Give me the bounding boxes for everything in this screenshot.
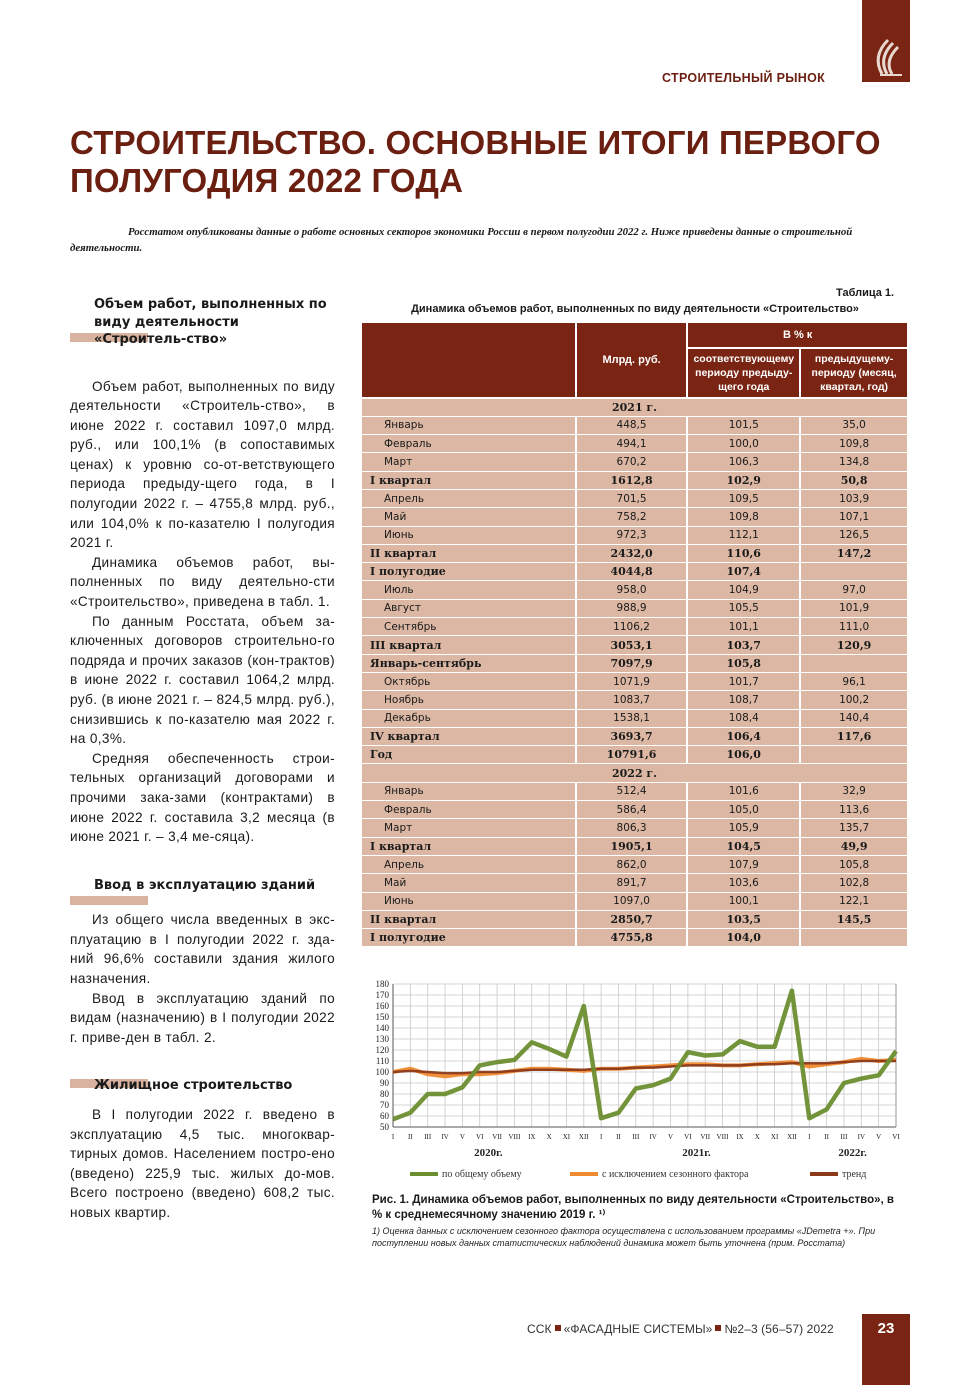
yoy-cell: 105,8 <box>687 654 800 672</box>
prev-cell: 35,0 <box>800 416 908 434</box>
table-row <box>361 618 908 636</box>
title-line-2: ПОЛУГОДИЯ 2022 ГОДА <box>70 162 464 199</box>
row-label: Сентябрь <box>361 618 576 636</box>
year-label: 2021 г. <box>361 398 908 416</box>
series-line <box>393 991 896 1120</box>
prev-cell: 96,1 <box>800 672 908 690</box>
header-prev-period: предыдущему-периоду (месяц, квартал, год) <box>800 348 908 398</box>
table-row <box>361 599 908 617</box>
prev-cell: 32,9 <box>800 782 908 800</box>
row-label: Июль <box>361 581 576 599</box>
table-row <box>361 416 908 434</box>
table-row <box>361 855 908 873</box>
x-tick-label: II <box>824 1133 829 1141</box>
heading-accent-bar <box>70 896 148 905</box>
x-tick-label: IV <box>857 1133 866 1141</box>
x-tick-label: VI <box>476 1133 484 1141</box>
value-cell: 1071,9 <box>576 672 687 690</box>
yoy-cell: 102,9 <box>687 471 800 489</box>
lead-paragraph: Росстатом опубликованы данные о работе основных секторов экономики России в первом полугодии 2022 г. Ниже приведены данные о строительной деятельности. <box>70 226 853 254</box>
x-tick-label: IV <box>649 1133 657 1141</box>
x-tick-label: IV <box>441 1133 449 1141</box>
brand-strip <box>862 0 910 82</box>
prev-cell: 111,0 <box>800 618 908 636</box>
yoy-cell: 104,5 <box>687 837 800 855</box>
x-tick-label: XI <box>562 1133 571 1141</box>
yoy-cell: 106,4 <box>687 727 800 745</box>
x-tick-label: II <box>616 1133 621 1141</box>
value-cell: 1905,1 <box>576 837 687 855</box>
year-label: 2020г. <box>474 1147 503 1159</box>
prev-cell <box>800 563 908 581</box>
value-cell: 701,5 <box>576 489 687 507</box>
prev-cell: 50,8 <box>800 471 908 489</box>
header-value: Млрд. руб. <box>576 322 687 398</box>
row-label: I квартал <box>361 837 576 855</box>
x-tick-label: XII <box>787 1133 797 1141</box>
yoy-cell: 100,1 <box>687 892 800 910</box>
row-label: Январь <box>361 416 576 434</box>
value-cell: 1612,8 <box>576 471 687 489</box>
x-tick-label: X <box>754 1133 760 1141</box>
table-row <box>361 929 908 947</box>
chart-svg <box>362 978 910 1188</box>
table-row <box>361 508 908 526</box>
x-tick-label: XII <box>578 1133 589 1141</box>
prev-cell: 120,9 <box>800 636 908 654</box>
table-row <box>361 581 908 599</box>
prev-cell: 103,9 <box>800 489 908 507</box>
x-tick-label: X <box>546 1133 552 1141</box>
yoy-cell: 105,5 <box>687 599 800 617</box>
page-title <box>70 124 910 200</box>
value-cell: 988,9 <box>576 599 687 617</box>
table-row <box>361 563 908 581</box>
y-tick-label: 90 <box>380 1078 389 1088</box>
y-tick-label: 180 <box>375 979 389 989</box>
prev-cell: 49,9 <box>800 837 908 855</box>
prev-cell: 101,9 <box>800 599 908 617</box>
section-heading-housing: Жилищное строительство <box>70 1077 335 1095</box>
value-cell: 2850,7 <box>576 910 687 928</box>
table-row <box>361 526 908 544</box>
table-number: Таблица 1. <box>836 287 895 299</box>
paragraph: Ввод в эксплуатацию зданий по видам (назначению) в I полугодии 2022 г. приве-ден в табл. 2. <box>70 990 335 1045</box>
table-row <box>361 782 908 800</box>
value-cell: 4755,8 <box>576 929 687 947</box>
table-row <box>361 819 908 837</box>
section-heading-commissioning: Ввод в эксплуатацию зданий <box>70 877 335 895</box>
prev-cell <box>800 746 908 764</box>
value-cell: 448,5 <box>576 416 687 434</box>
construction-volume-table <box>360 321 909 947</box>
yoy-cell: 108,4 <box>687 709 800 727</box>
arc-stripes-logo-icon <box>868 34 904 78</box>
yoy-cell: 103,6 <box>687 874 800 892</box>
table-row <box>361 471 908 489</box>
figure-footnote: 1) Оценка данных с исключением сезонного фактора осуществлена с использованием программы «JDemetra +». При поступлении новых данных статистических наблюдений динамика может быть уточнена (прим. Росстата) <box>372 1226 876 1248</box>
publication-info: ССК «ФАСАДНЫЕ СИСТЕМЫ» №2–3 (56–57) 2022 <box>527 1322 834 1336</box>
prev-cell <box>800 654 908 672</box>
value-cell: 806,3 <box>576 819 687 837</box>
prev-cell: 147,2 <box>800 544 908 562</box>
value-cell: 972,3 <box>576 526 687 544</box>
value-cell: 7097,9 <box>576 654 687 672</box>
table-year-row <box>361 398 908 416</box>
x-tick-label: VI <box>892 1133 900 1141</box>
value-cell: 958,0 <box>576 581 687 599</box>
row-label: Октябрь <box>361 672 576 690</box>
table-row <box>361 874 908 892</box>
yoy-cell: 107,9 <box>687 855 800 873</box>
value-cell: 862,0 <box>576 855 687 873</box>
prev-cell: 140,4 <box>800 709 908 727</box>
value-cell: 1538,1 <box>576 709 687 727</box>
yoy-cell: 101,5 <box>687 416 800 434</box>
paragraph: По данным Росстата, объем за-ключенных договоров строительно-го подряда и прочих заказов (кон-трактов) в июне 2022 г. составил 1064,2 млрд. руб. (в июне 2021 г. – 824,5 млрд. руб.), снизившись к по-казателю мая 2022 г. на 0,3%. <box>70 613 335 747</box>
value-cell: 1083,7 <box>576 691 687 709</box>
prev-cell: 135,7 <box>800 819 908 837</box>
x-tick-label: VIII <box>716 1133 729 1141</box>
value-cell: 512,4 <box>576 782 687 800</box>
prev-cell: 97,0 <box>800 581 908 599</box>
value-cell: 3693,7 <box>576 727 687 745</box>
row-label: Март <box>361 453 576 471</box>
y-tick-label: 80 <box>380 1089 389 1099</box>
legend-label: по общему объему <box>442 1169 522 1180</box>
x-tick-label: V <box>667 1133 674 1141</box>
x-tick-label: II <box>408 1133 413 1141</box>
page-number-box <box>862 1314 910 1385</box>
row-label: I квартал <box>361 471 576 489</box>
table-row <box>361 435 908 453</box>
square-bullet-icon <box>555 1325 561 1331</box>
yoy-cell: 100,0 <box>687 435 800 453</box>
table-row <box>361 727 908 745</box>
section-heading-work-volume: Объем работ, выполненных по виду деятельности «Строитель-ство» <box>70 296 335 349</box>
yoy-cell: 105,0 <box>687 801 800 819</box>
x-tick-label: V <box>459 1133 465 1141</box>
row-label: Декабрь <box>361 709 576 727</box>
prev-cell: 117,6 <box>800 727 908 745</box>
x-tick-label: VI <box>684 1133 692 1141</box>
x-tick-label: III <box>632 1133 640 1141</box>
row-label: II квартал <box>361 910 576 928</box>
yoy-cell: 109,5 <box>687 489 800 507</box>
table-body <box>361 398 908 947</box>
row-label: Январь <box>361 782 576 800</box>
table-row <box>361 837 908 855</box>
paragraph: Из общего числа введенных в экс-плуатацию в I полугодии 2022 г. зда-ний 96,6% составили здания жилого назначения. <box>70 912 335 987</box>
table-year-row <box>361 764 908 782</box>
row-label: Июнь <box>361 526 576 544</box>
yoy-cell: 105,9 <box>687 819 800 837</box>
row-label: I полугодие <box>361 929 576 947</box>
table-row <box>361 654 908 672</box>
paragraph: Динамика объемов работ, вы-полненных по виду деятельно-сти «Строительство», приведена в табл. 1. <box>70 554 335 610</box>
row-label: Январь-сентябрь <box>361 654 576 672</box>
legend-label: с исключением сезонного фактора <box>602 1169 749 1180</box>
left-column <box>70 296 335 1222</box>
value-cell: 586,4 <box>576 801 687 819</box>
table-row <box>361 489 908 507</box>
header-group-percent: В % к <box>687 322 908 348</box>
row-label: IV квартал <box>361 727 576 745</box>
prev-cell: 134,8 <box>800 453 908 471</box>
paragraph: Средняя обеспеченность строи-тельных организаций договорами и прочими зака-зами (контрактами) в июне 2022 г. составила 3,2 месяца (в июне 2021 г. – 3,4 ме-сяца). <box>70 750 335 845</box>
y-tick-label: 140 <box>375 1023 389 1033</box>
paragraph: В I полугодии 2022 г. введено в эксплуатацию 4,5 тыс. многоквар-тирных домов. Населением постро-ено (введено) 225,9 тыс. жилых до-мов. Всего построено (введено) 608,2 тыс. новых квартир. <box>70 1106 335 1220</box>
yoy-cell: 103,5 <box>687 910 800 928</box>
row-label: Май <box>361 508 576 526</box>
y-tick-label: 110 <box>375 1056 389 1066</box>
yoy-cell: 108,7 <box>687 691 800 709</box>
prev-cell: 113,6 <box>800 801 908 819</box>
section-label: СТРОИТЕЛЬНЫЙ РЫНОК <box>662 71 826 85</box>
y-tick-label: 70 <box>380 1100 389 1110</box>
y-tick-label: 60 <box>380 1111 389 1121</box>
value-cell: 494,1 <box>576 435 687 453</box>
value-cell: 1097,0 <box>576 892 687 910</box>
y-tick-label: 130 <box>375 1034 389 1044</box>
row-label: Август <box>361 599 576 617</box>
x-tick-label: IX <box>736 1133 744 1141</box>
x-tick-label: I <box>599 1133 603 1141</box>
y-tick-label: 120 <box>375 1045 389 1055</box>
prev-cell: 102,8 <box>800 874 908 892</box>
x-tick-label: VII <box>700 1133 711 1141</box>
year-label: 2022 г. <box>361 764 908 782</box>
yoy-cell: 110,6 <box>687 544 800 562</box>
yoy-cell: 109,8 <box>687 508 800 526</box>
table-row <box>361 801 908 819</box>
row-label: Июнь <box>361 892 576 910</box>
y-tick-label: 100 <box>375 1067 389 1077</box>
yoy-cell: 106,3 <box>687 453 800 471</box>
x-tick-label: I <box>391 1133 395 1141</box>
yoy-cell: 101,6 <box>687 782 800 800</box>
value-cell: 1106,2 <box>576 618 687 636</box>
table-row <box>361 691 908 709</box>
y-tick-label: 170 <box>375 990 389 1000</box>
table-row <box>361 709 908 727</box>
prev-cell: 107,1 <box>800 508 908 526</box>
row-label: I полугодие <box>361 563 576 581</box>
value-cell: 3053,1 <box>576 636 687 654</box>
row-label: Февраль <box>361 801 576 819</box>
row-label: Апрель <box>361 489 576 507</box>
row-label: Апрель <box>361 855 576 873</box>
x-tick-label: V <box>876 1133 882 1141</box>
year-label: 2021г. <box>682 1147 711 1159</box>
yoy-cell: 101,1 <box>687 618 800 636</box>
x-tick-label: VIII <box>508 1133 521 1141</box>
x-tick-label: III <box>840 1133 848 1141</box>
prev-cell: 126,5 <box>800 526 908 544</box>
value-cell: 4044,8 <box>576 563 687 581</box>
row-label: Май <box>361 874 576 892</box>
value-cell: 670,2 <box>576 453 687 471</box>
x-tick-label: IX <box>528 1133 536 1141</box>
line-chart <box>362 978 910 1188</box>
paragraph: Объем работ, выполненных по виду деятельности «Строитель-ство», в июне 2022 г. составил 1097,0 млрд. руб., или 100,1% (в сопоставимых ценах) к уровню со-от-ветствующего периода предыду-щего года, в I полугодии 2022 г. – 4755,8 млрд. руб., или 104,0% к по-казателю I полугодия 2021 г. <box>70 378 335 551</box>
prev-cell: 105,8 <box>800 855 908 873</box>
value-cell: 891,7 <box>576 874 687 892</box>
y-tick-label: 50 <box>380 1122 389 1132</box>
table-row <box>361 544 908 562</box>
header-same-period: соответствующему периоду предыду-щего года <box>687 348 800 398</box>
row-label: Март <box>361 819 576 837</box>
table-row <box>361 910 908 928</box>
yoy-cell: 104,0 <box>687 929 800 947</box>
y-tick-label: 160 <box>375 1001 389 1011</box>
table-row <box>361 672 908 690</box>
square-bullet-icon <box>715 1325 721 1331</box>
table-row <box>361 746 908 764</box>
table-row <box>361 892 908 910</box>
table-caption: Динамика объемов работ, выполненных по виду деятельности «Строительство» <box>411 303 859 315</box>
yoy-cell: 101,7 <box>687 672 800 690</box>
legend-label: тренд <box>842 1169 867 1180</box>
prev-cell <box>800 929 908 947</box>
prev-cell: 122,1 <box>800 892 908 910</box>
title-line-1: СТРОИТЕЛЬСТВО. ОСНОВНЫЕ ИТОГИ ПЕРВОГО <box>70 124 881 161</box>
row-label: II квартал <box>361 544 576 562</box>
figure-caption: Рис. 1. Динамика объемов работ, выполненных по виду деятельности «Строительство», в % к среднемесячному значению 2019 г. ¹⁾ <box>372 1194 894 1221</box>
yoy-cell: 107,4 <box>687 563 800 581</box>
value-cell: 758,2 <box>576 508 687 526</box>
x-tick-label: XI <box>770 1133 779 1141</box>
value-cell: 10791,6 <box>576 746 687 764</box>
prev-cell: 100,2 <box>800 691 908 709</box>
row-label: Ноябрь <box>361 691 576 709</box>
page-number: 23 <box>877 1320 895 1337</box>
yoy-cell: 106,0 <box>687 746 800 764</box>
table-row <box>361 636 908 654</box>
yoy-cell: 103,7 <box>687 636 800 654</box>
row-label: Год <box>361 746 576 764</box>
x-tick-label: I <box>808 1133 811 1141</box>
value-cell: 2432,0 <box>576 544 687 562</box>
x-tick-label: VII <box>492 1133 502 1141</box>
table-row <box>361 453 908 471</box>
yoy-cell: 104,9 <box>687 581 800 599</box>
year-label: 2022г. <box>838 1147 867 1159</box>
prev-cell: 109,8 <box>800 435 908 453</box>
header-empty <box>361 322 576 398</box>
row-label: Февраль <box>361 435 576 453</box>
yoy-cell: 112,1 <box>687 526 800 544</box>
row-label: III квартал <box>361 636 576 654</box>
x-tick-label: III <box>424 1133 432 1141</box>
y-tick-label: 150 <box>375 1012 389 1022</box>
prev-cell: 145,5 <box>800 910 908 928</box>
